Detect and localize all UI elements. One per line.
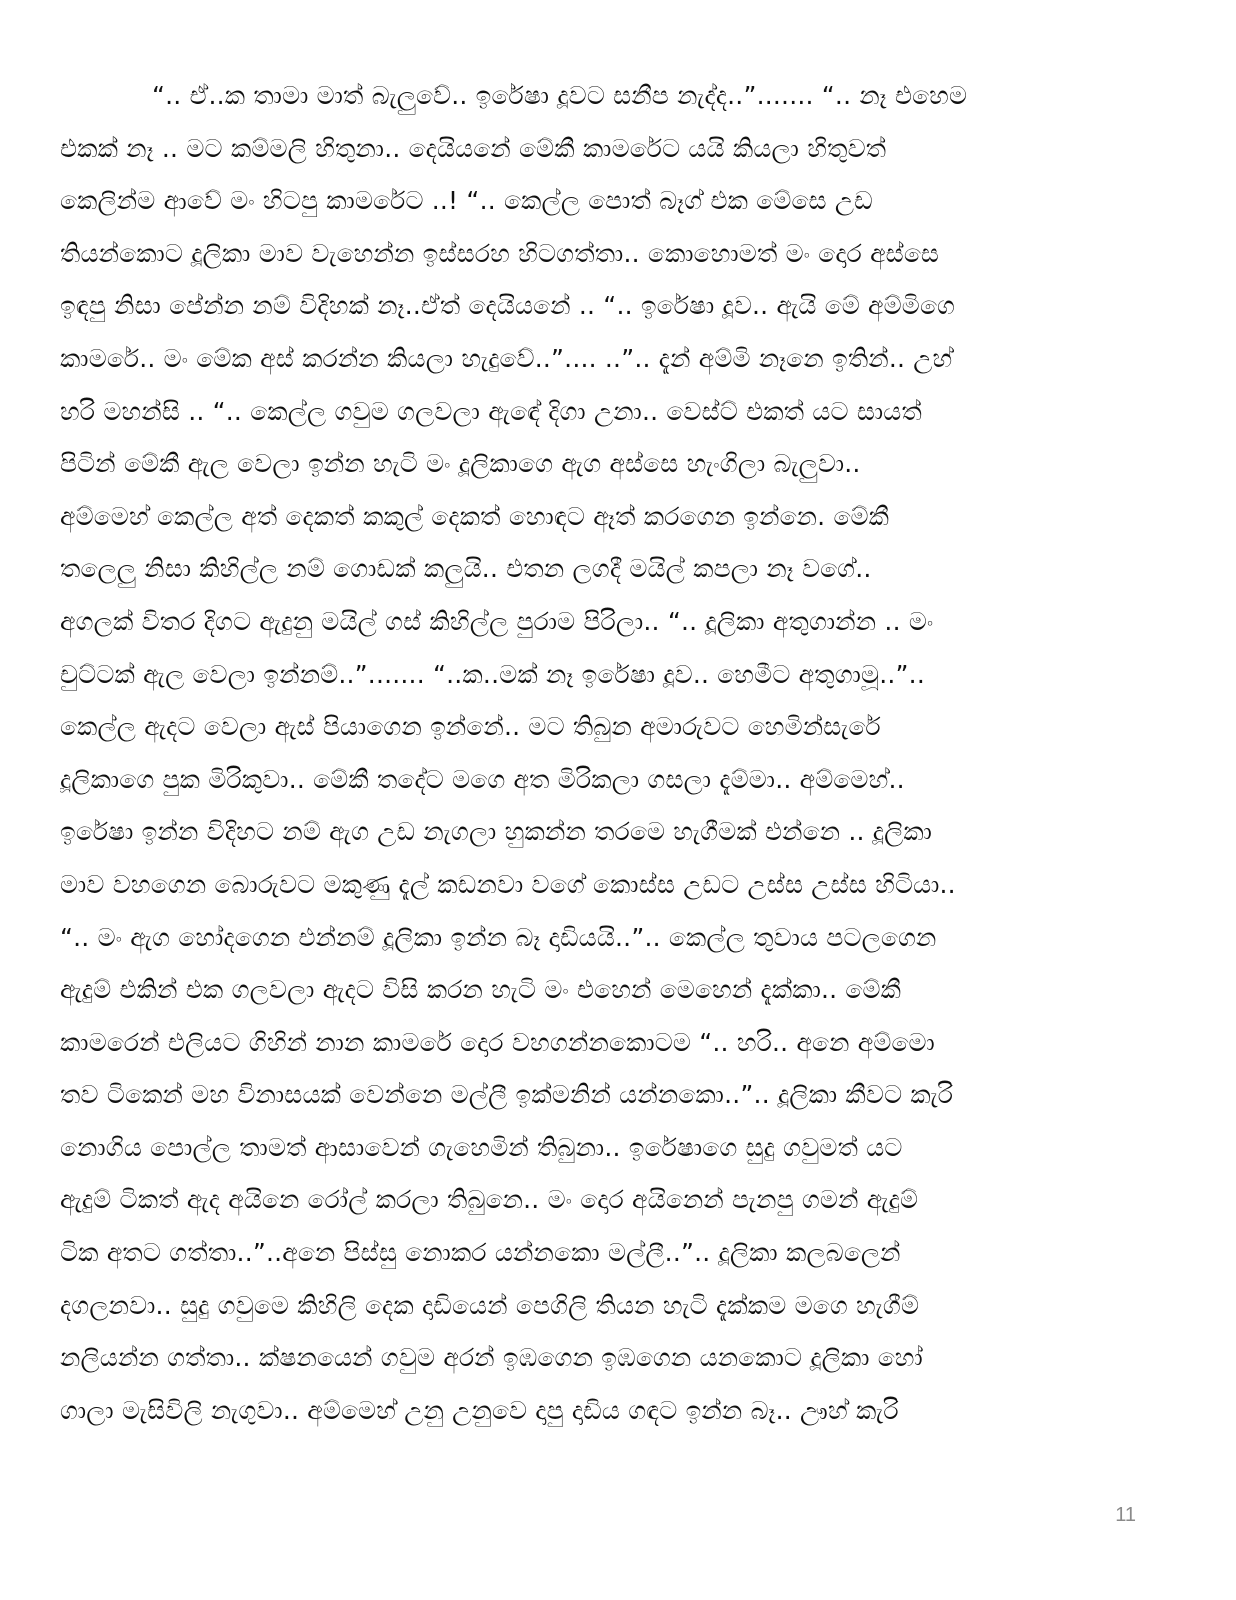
text-line: දූලිකාගෙ පුක මිරිකුවා.. මේකී තදේට මගෙ අත මිරිකලා ගසලා දැම්මා.. අම්මෙහ්.. xyxy=(60,764,905,794)
text-line: තලෙලු නිසා කිහිල්ල නම් ගොඩක් කලුයි.. එතන ලගදී මයිල් කපලා නෑ වගේ.. xyxy=(60,554,872,584)
text-line: ටික අතට ගත්තා..”..අනෙ පිස්සු නොකර යන්නකො මල්ලී..”.. දූලිකා කලබලෙන් xyxy=(60,1238,901,1268)
text-line: ඉඳපු නිසා පේන්න නම් විදිහක් නෑ..ඒත් දෙයියනේ .. “.. ඉරේෂා දූව.. ඇයි මේ අම්මිගෙ xyxy=(60,291,956,321)
text-line: කාමරේ.. මං මේක අස් කරන්න කියලා හැදුවේ..”.... ..”.. දැන් අම්මි නෑනෙ ඉතින්.. උහ් xyxy=(60,343,953,373)
text-line: ඇදුම් එකින් එක ගලවලා ඇදට විසි කරන හැටි මං එහෙන් මෙහෙන් දැක්කා.. මේකී xyxy=(60,975,902,1005)
text-line: නොගිය පොල්ල තාමත් ආසාවෙන් ගැහෙමින් තිබුනා.. ඉරේෂාගෙ සුදු ගවුමත් යට xyxy=(60,1132,903,1162)
text-line: කෙලින්ම ආවේ මං හිටපු කාමරේට ..! “.. කෙල්ල පොත් බෑග් එක මේසෙ උඩ xyxy=(60,186,873,216)
text-line: එකක් නෑ .. මට කම්මලි හිතුනා.. දෙයියනේ මේකී කාමරේට යයි කියලා හිතුවත් xyxy=(60,133,887,163)
text-line: ඇදුම් ටිකත් ඇද අයිනෙ රෝල් කරලා තිබුනෙ.. මං දොර අයිනෙන් පැනපු ගමන් ඇදුම් xyxy=(60,1185,919,1215)
text-line: අම්මෙහ් කෙල්ල අත් දෙකත් කකුල් දෙකත් හොඳට ඈත් කරගෙන ඉන්නෙ. මේකී xyxy=(60,501,890,531)
text-line: කාමරෙන් එලියට ගිහින් නාන කාමරේ දොර වහගන්නකොටම “.. හරි.. අනෙ අම්මො xyxy=(60,1027,935,1057)
text-line: චුට්ටක් ඇල වෙලා ඉන්නම්..”....... “..ක..මක් නෑ ඉරේෂා දූව.. හෙමීට අතුගාමූ..”.. xyxy=(60,659,925,689)
page-number: 11 xyxy=(1115,1504,1136,1526)
text-line: ගාලා මැසිවිලි නැගුවා.. අම්මෙහ් උනු උනුවෙ දාපු දාඩිය ගඳට ඉන්න බෑ.. ඌහ් කැරි xyxy=(60,1395,899,1425)
text-line: ඉරේෂා ඉන්න විදිහට නම් ඇග උඩ නැගලා හුකන්න තරමෙ හැගීමක් එන්නෙ .. දූලිකා xyxy=(60,817,933,847)
text-line: දගලනවා.. සුදු ගවුමෙ කිහිලි දෙක දාඩියෙන් පෙගිලි තියන හැටි දැක්කම මගෙ හැගීම් xyxy=(60,1290,920,1320)
body-text xyxy=(60,70,1160,1437)
text-line: මාව වහගෙන බොරුවට මකුණු දැල් කඩනවා වගේ කොස්ස උඩට උස්ස උස්ස හිටියා.. xyxy=(60,869,956,899)
text-line: “.. මං ඇග හෝදගෙන එන්නම් දූලිකා ඉන්න බෑ දාඩියයි..”.. කෙල්ල තුවාය පටලගෙන xyxy=(60,922,937,952)
text-line: තව ටිකෙන් මහ විනාසයක් වෙන්නෙ මල්ලී ඉක්මනින් යන්නකො..”.. දූලිකා කීවට කැරි xyxy=(60,1080,954,1110)
text-line: හරි මහන්සි .. “.. කෙල්ල ගවුම ගලවලා ඇඳේ දිගා උනා.. වෙස්ට් එකත් යට සායත් xyxy=(60,396,922,426)
text-line: පිටින් මේකී ඇල වෙලා ඉන්න හැටි මං දූලිකාගෙ ඇග අස්සෙ හැංගිලා බැලුවා.. xyxy=(60,449,861,479)
text-line: අගලක් විතර දිගට ඇදුනු මයිල් ගස් කිහිල්ල පුරාම පිරිලා.. “.. දූලිකා අතුගාන්න .. මං xyxy=(60,606,934,636)
text-line: කෙල්ල ඇදට වෙලා ඇස් පියාගෙන ඉන්නේ.. මට තිබුන අමාරුවට හෙමින්සැරේ xyxy=(60,712,881,742)
text-line: තියන්කොට දූලිකා මාව වැහෙන්න ඉස්සරහ හිටගත්තා.. කොහොමත් මං දොර අස්සෙ xyxy=(60,238,940,268)
text-line: නලියන්න ගත්තා.. ක්ෂනයෙන් ගවුම අරන් ඉඹගෙන ඉඹගෙන යනකොට දූලිකා හෝ xyxy=(60,1343,923,1373)
text-line: “.. ඒ..ක තාමා මාත් බැලුවේ.. ඉරේෂා දූවට සනීප නැද්ද..”....... “.. නෑ එහෙම xyxy=(152,81,968,110)
